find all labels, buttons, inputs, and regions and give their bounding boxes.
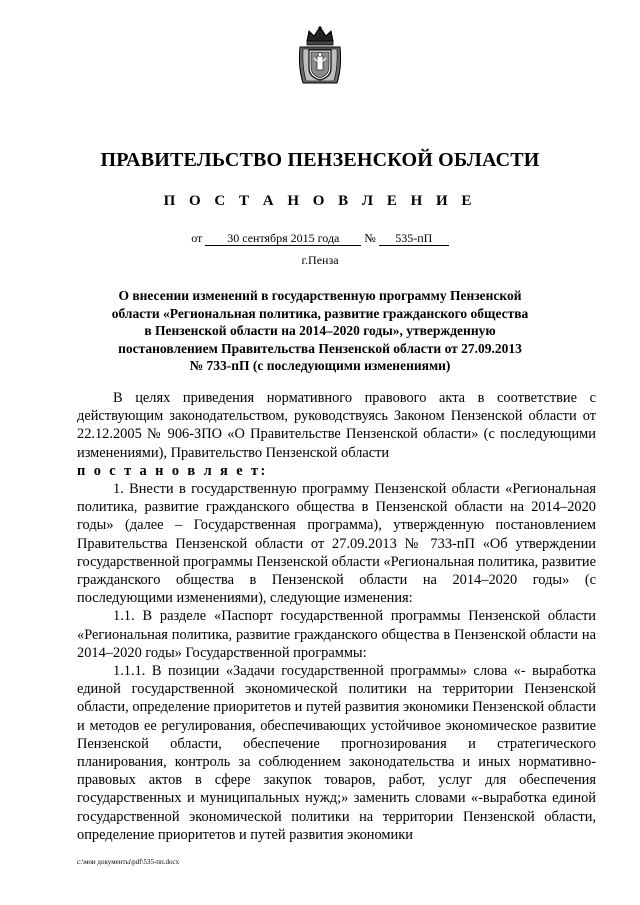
date-prefix: от [191,231,203,245]
number-prefix: № [364,231,376,245]
document-type: П О С Т А Н О В Л Е Н И Е [163,193,477,209]
file-path-footer: c:\мои документы\pdf\535-пп.docx [77,858,180,866]
document-number: 535-пП [379,231,449,246]
paragraph-1: 1. Внести в государственную программу Пензенской области «Региональная политика, развитие гражданского общества в Пензенской области на 2014–2020 годы» (далее – Государственная программа), утвержденную постановлением Правительства Пензенской области от 27.09.2013 № 733-пП «Об утверждении государственной программы Пензенской области «Региональная политика, развитие гражданского общества в Пензенской области на 2014–2020 годы» (с последующими изменениями), следующие изменения: [77,481,596,607]
paragraph-intro [77,389,596,480]
paragraph-1-1: 1.1. В разделе «Паспорт государственной программы Пензенской области «Региональная политика, развитие гражданского общества в Пензенской области на 2014–2020 годы» Государственной программы: [77,608,596,661]
paragraph-1-1-1: 1.1.1. В позиции «Задачи государственной программы» слова «- выработка единой государственной экономической политики на территории Пензенской области, определение приоритетов и путей развития экономики Пензенской области и методов ее регулирования, обеспечивающих устойчивое экономическое развитие Пензенской области, обеспечение прогнозирования и стратегического планирования, контроль за соблюдением законодательства и иных нормативно-правовых актов в сфере закупок товаров, работ, услуг для обеспечения государственных и муниципальных нужд;» заменить словами «-выработка единой государственной экономической политики на территории Пензенской области, определение приоритетов и путей развития экономики [77,663,596,843]
intro-text: В целях приведения нормативного правового акта в соответствие с действующим законодательством, руководствуясь Законом Пензенской области от 22.12.2005 № 906-ЗПО «О Правительстве Пензенской области» (с последующими изменениями), Правительство Пензенской области [77,390,596,461]
resolves-word: п о с т а н о в л я е т: [77,462,268,479]
document-date: 30 сентября 2015 года [205,231,361,246]
coat-of-arms-icon [297,25,343,87]
document-subject: О внесении изменений в государственную программу Пензенской области «Региональная политика, развитие гражданского общества в Пензенской области на 2014–2020 годы», утвержденную постановлением Правительства Пензенской области от 27.09.2013 № 733-пП (с последующими изменениями) [111,288,529,373]
document-body [77,389,596,844]
government-title: ПРАВИТЕЛЬСТВО ПЕНЗЕНСКОЙ ОБЛАСТИ [100,149,540,171]
city: г.Пенза [301,253,339,267]
date-number-line [0,231,640,246]
